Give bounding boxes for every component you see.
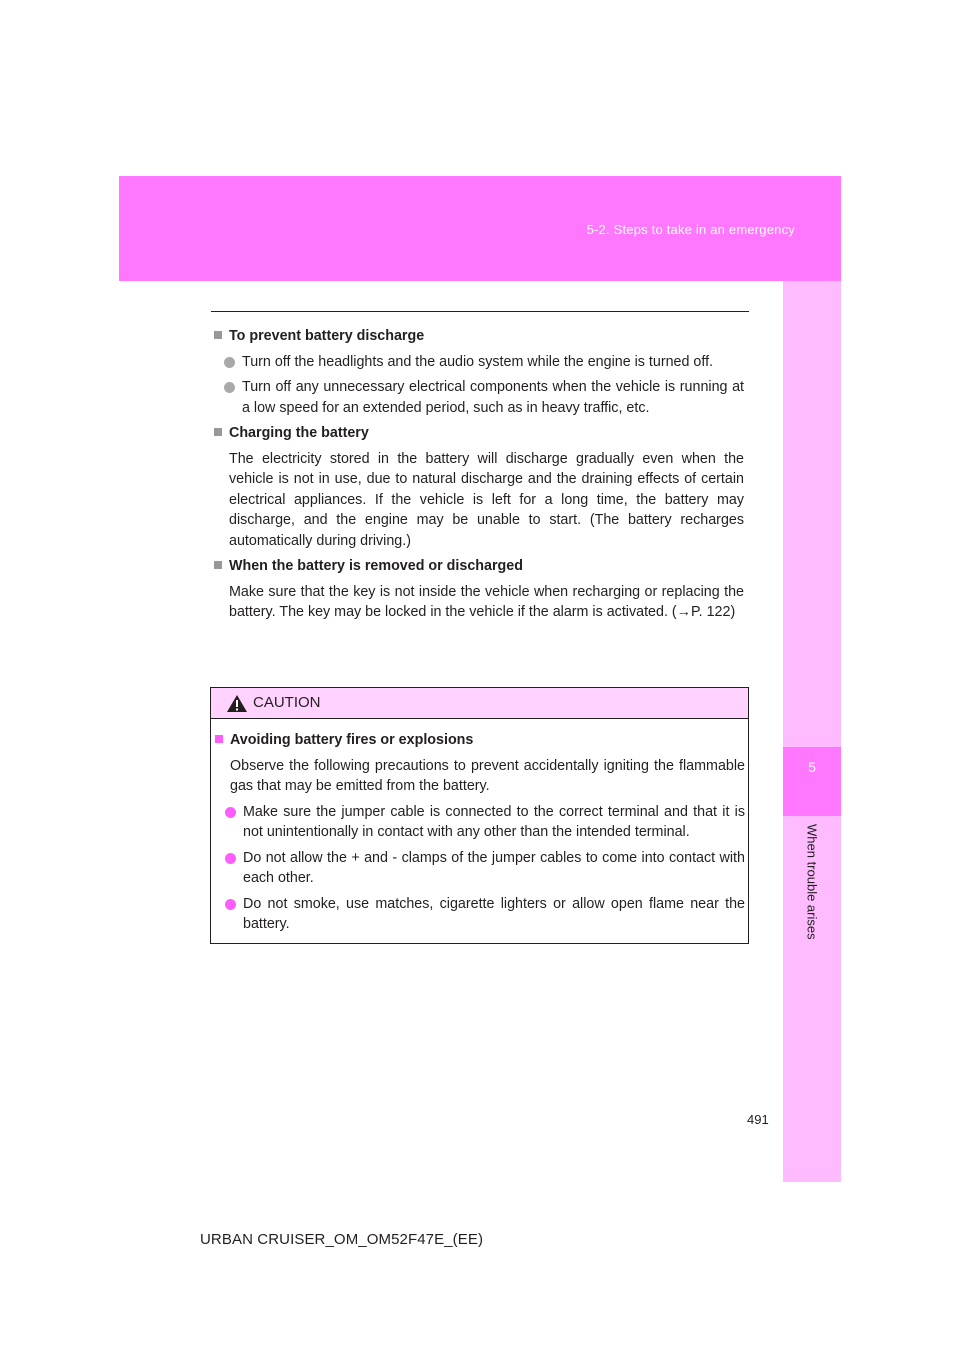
circle-bullet-icon (224, 382, 235, 393)
caution-box (210, 687, 749, 944)
square-bullet-icon (214, 428, 222, 436)
divider (211, 311, 749, 312)
paragraph: Observe the following precautions to prevent accidentally igniting the flammable gas that may be emitted from the battery. (230, 757, 745, 794)
chapter-tab (783, 747, 841, 816)
main-content (214, 326, 744, 623)
square-bullet-icon (215, 735, 223, 743)
chapter-title (783, 824, 841, 974)
caution-heading: Avoiding battery fires or explosions (215, 730, 745, 751)
section-title: 5-2. Steps to take in an emergency (586, 222, 795, 237)
chapter-number: 5 (808, 759, 816, 775)
chapter-title-text: When trouble arises (804, 824, 820, 940)
circle-bullet-icon (224, 357, 235, 368)
circle-bullet-icon (225, 853, 236, 864)
page-number: 491 (747, 1112, 769, 1127)
list-item: Turn off the headlights and the audio system while the engine is turned off. (214, 352, 744, 373)
circle-bullet-icon (225, 899, 236, 910)
list-item: Do not smoke, use matches, cigarette lighters or allow open flame near the battery. (215, 894, 745, 935)
paragraph: Make sure that the key is not inside the vehicle when recharging or replacing the battery. The key may be locked in the vehicle if the alarm is activated. (→P. 122) (229, 583, 744, 620)
caution-header (211, 688, 748, 719)
list-item: Make sure the jumper cable is connected to the correct terminal and that it is not unintentionally in contact with any other than the intended terminal. (215, 802, 745, 843)
circle-bullet-icon (225, 807, 236, 818)
footer-text: URBAN CRUISER_OM_OM52F47E_(EE) (200, 1231, 484, 1248)
list-item: Do not allow the + and - clamps of the jumper cables to come into contact with each other. (215, 848, 745, 889)
square-bullet-icon (214, 561, 222, 569)
section-heading: Charging the battery (214, 423, 744, 444)
list-item: Turn off any unnecessary electrical components when the vehicle is running at a low speed for an extended period, such as in heavy traffic, etc. (214, 377, 744, 418)
caution-label: CAUTION (253, 694, 321, 711)
section-heading: To prevent battery discharge (214, 326, 744, 347)
square-bullet-icon (214, 331, 222, 339)
section-heading: When the battery is removed or discharged (214, 556, 744, 577)
caution-body (215, 730, 745, 935)
side-tab (783, 281, 841, 1182)
warning-icon (226, 694, 248, 713)
header-band (119, 176, 841, 281)
paragraph: The electricity stored in the battery will discharge gradually even when the vehicle is not in use, due to natural discharge and the draining effects of certain electrical appliances. If the vehicle is left for a long time, the battery may discharge, and the engine may be unable to start. (The battery recharges automatically during driving.) (229, 450, 744, 549)
